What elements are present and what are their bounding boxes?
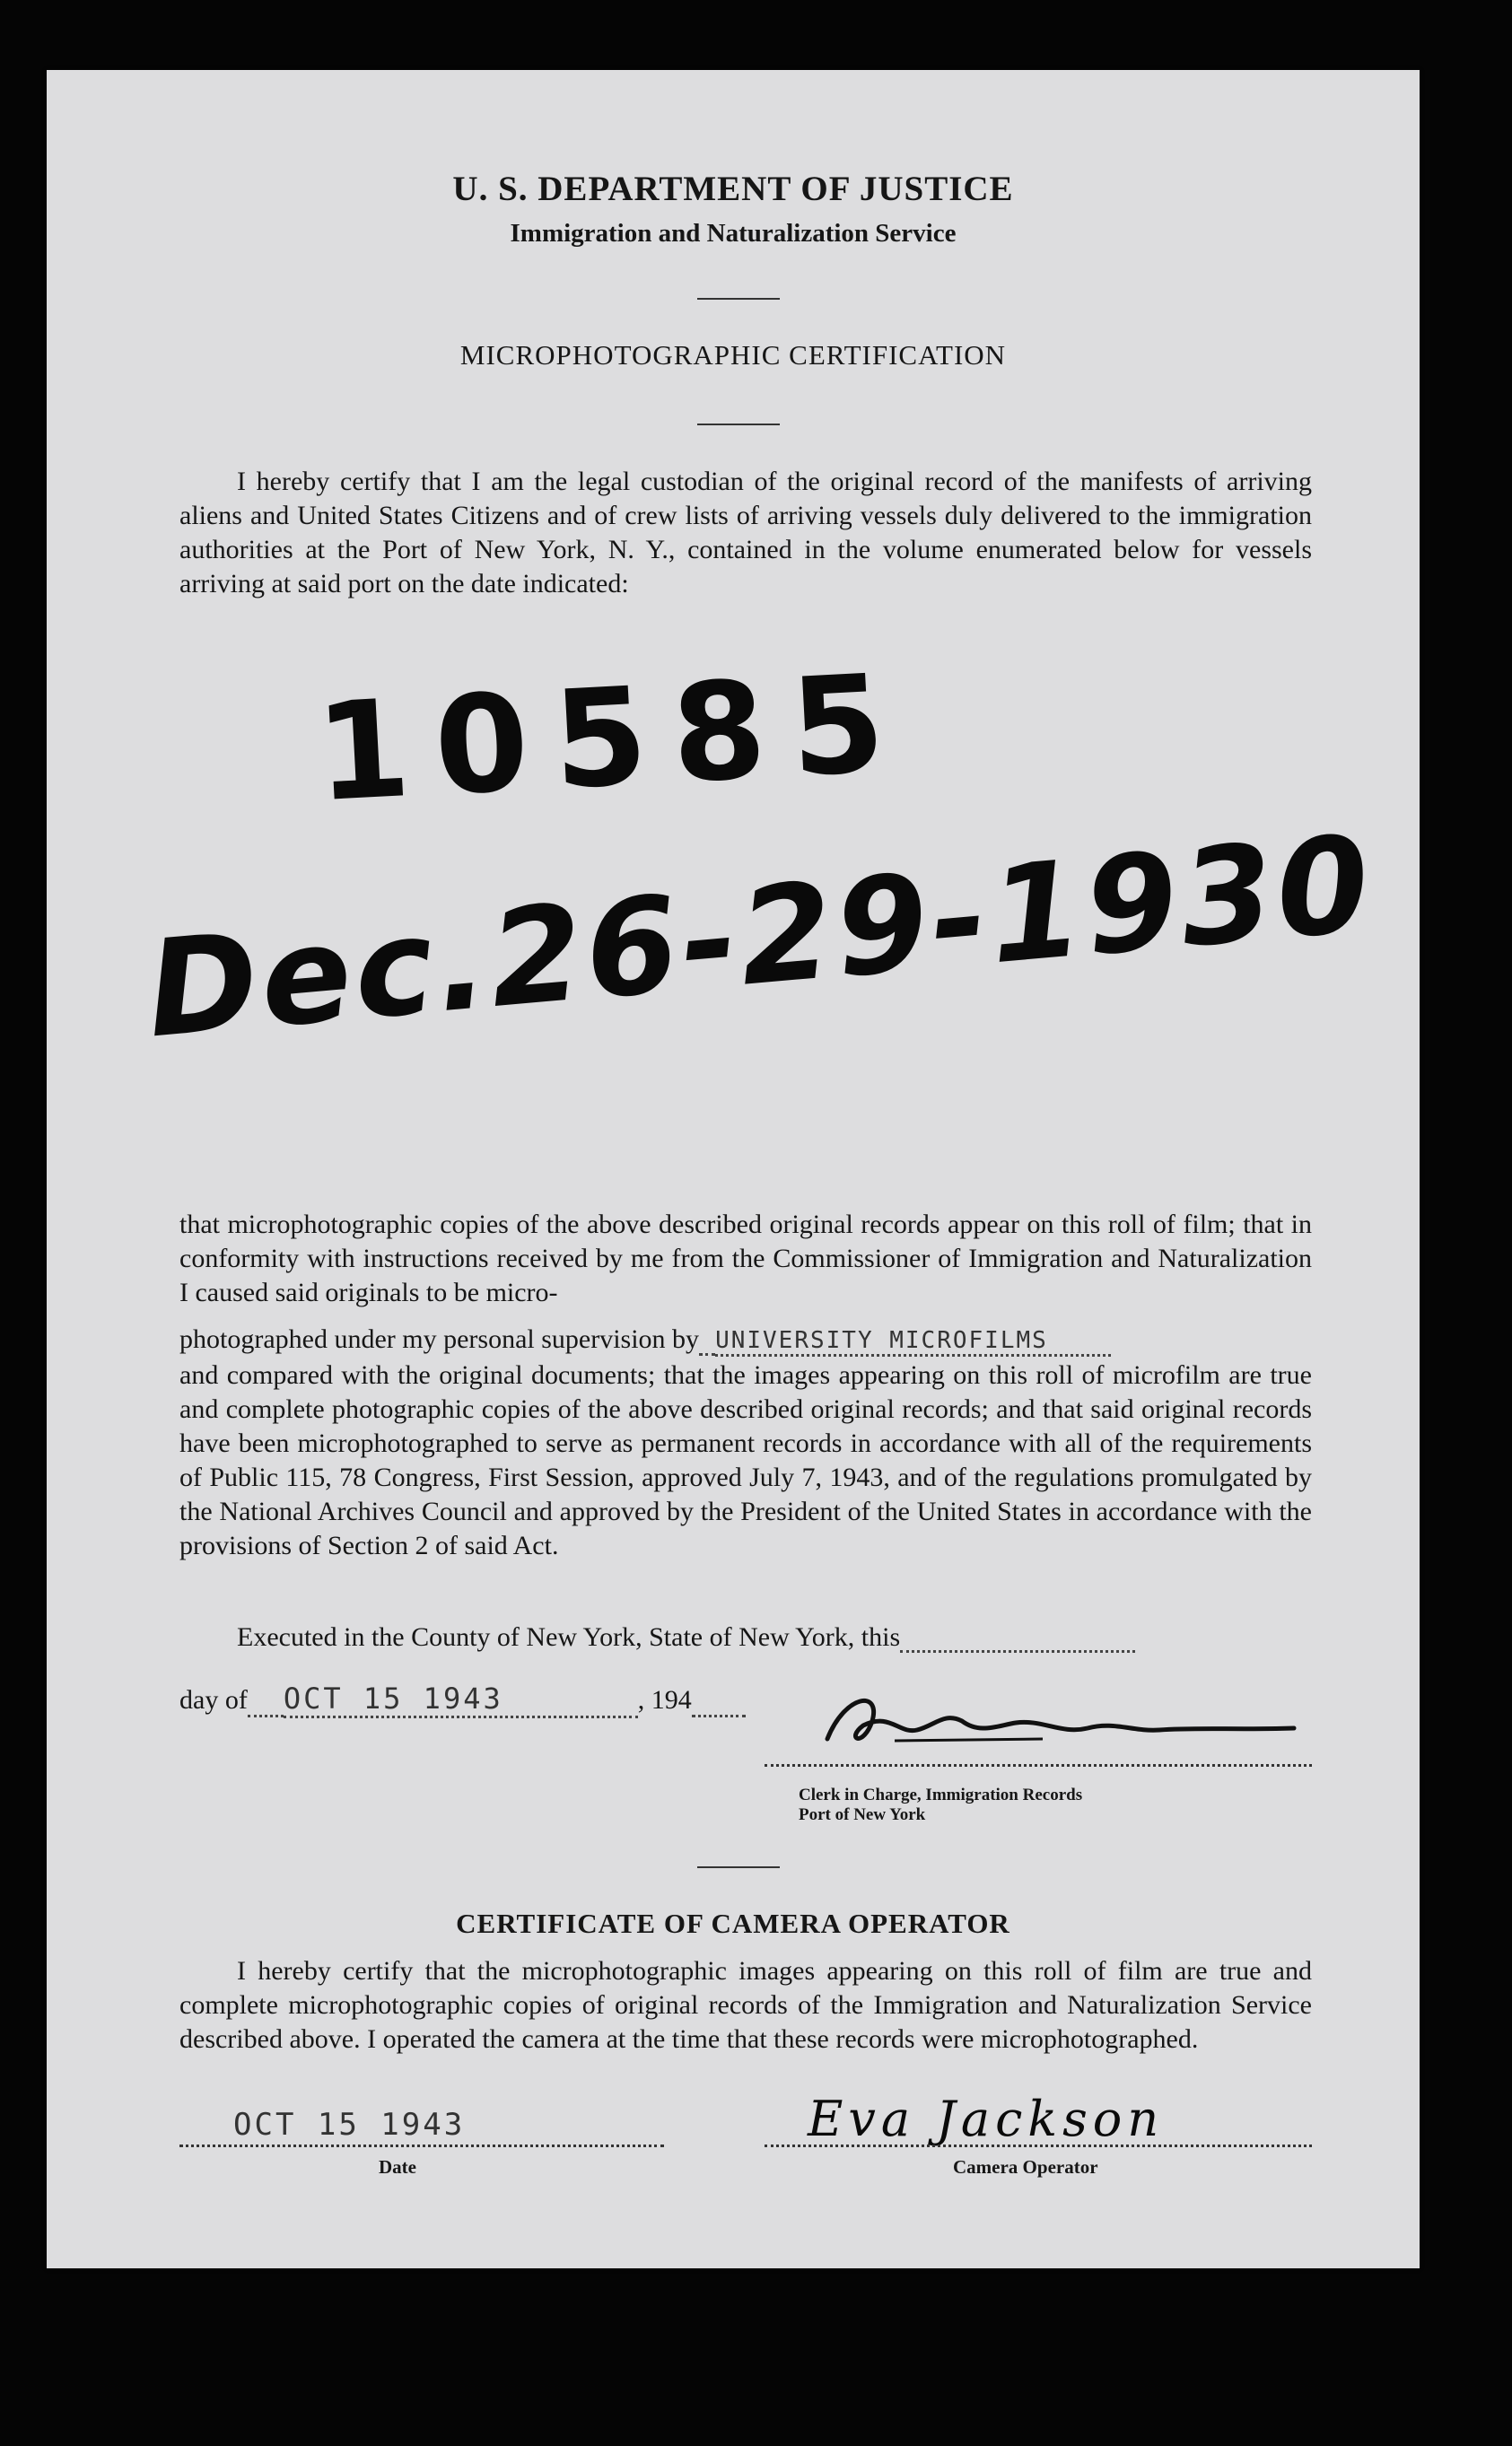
clerk-signature — [809, 1685, 1312, 1766]
divider — [697, 424, 780, 425]
supervision-prefix: photographed under my personal supervision by — [179, 1324, 700, 1354]
operator-signature: Eva Jackson — [808, 2091, 1165, 2147]
operator-date-stamp: OCT 15 1943 — [233, 2107, 466, 2143]
day-of-line — [179, 1682, 746, 1717]
clerk-signature-line — [765, 1764, 1312, 1767]
supervision-line — [179, 1324, 1111, 1356]
operator-signature-line — [765, 2145, 1312, 2147]
year-suffix: , 194 — [637, 1685, 692, 1715]
clerk-title-line2: Port of New York — [799, 1805, 926, 1824]
day-of-label: day of — [179, 1685, 248, 1715]
date-line — [179, 2145, 664, 2147]
executed-text: Executed in the County of New York, State of New York, this — [237, 1622, 901, 1652]
operator-label: Camera Operator — [953, 2156, 1098, 2178]
dotted-leader — [692, 1691, 746, 1717]
handwritten-volume-dates: Dec.26-29-1930 — [141, 806, 1379, 1068]
camera-operator-title: CERTIFICATE OF CAMERA OPERATOR — [456, 1908, 1010, 1939]
camera-operator-paragraph: I hereby certify that the microphotographic images appearing on this roll of film are true and complete microphotographic copies of original records of the Immigration and Naturalization Service described above. I operated the camera at the time that these records were microphotographed. — [179, 1956, 1312, 2054]
dotted-leader — [699, 1330, 715, 1356]
supervisor-stamp: UNIVERSITY MICROFILMS — [715, 1327, 1111, 1357]
dotted-leader — [248, 1691, 284, 1717]
divider — [697, 1866, 780, 1868]
clerk-title-line1: Clerk in Charge, Immigration Records — [799, 1786, 1083, 1804]
divider — [697, 298, 780, 300]
day-of-stamp: OCT 15 1943 — [284, 1682, 638, 1718]
executed-line — [237, 1622, 1135, 1653]
certificate-page — [47, 70, 1420, 2268]
handwritten-volume-number: 10585 — [311, 644, 913, 833]
clerk-title — [799, 1786, 1082, 1825]
body-paragraph-1: that microphotographic copies of the above described original records appear on this roll of film; that in conformity with instructions received by me from the Commissioner of Immigration and Naturalization I caused said originals to be micro- — [179, 1210, 1312, 1307]
date-label: Date — [379, 2156, 416, 2178]
service-subtitle: Immigration and Naturalization Service — [510, 219, 957, 248]
certification-title: MICROPHOTOGRAPHIC CERTIFICATION — [459, 339, 1007, 371]
agency-title: U. S. DEPARTMENT OF JUSTICE — [452, 170, 1014, 208]
body-paragraph-2: and compared with the original documents; that the images appearing on this roll of microfilm are true and complete photographic copies of the above described original records; and that said original records have been microphotographed to serve as permanent records in accordance with all of the requirements of Public 115, 78 Congress, First Session, approved July 7, 1943, and of the regulations promulgated by the National Archives Council and approved by the President of the United States in accordance with the provisions of Section 2 of said Act. — [179, 1360, 1312, 1560]
dotted-leader — [900, 1627, 1135, 1653]
intro-paragraph: I hereby certify that I am the legal custodian of the original record of the manifests of arriving aliens and United States Citizens and of crew lists of arriving vessels duly delivered to the immigration authorities at the Port of New York, N. Y., contained in the volume enumerated below for vessels arriving at said port on the date indicated: — [179, 467, 1312, 598]
